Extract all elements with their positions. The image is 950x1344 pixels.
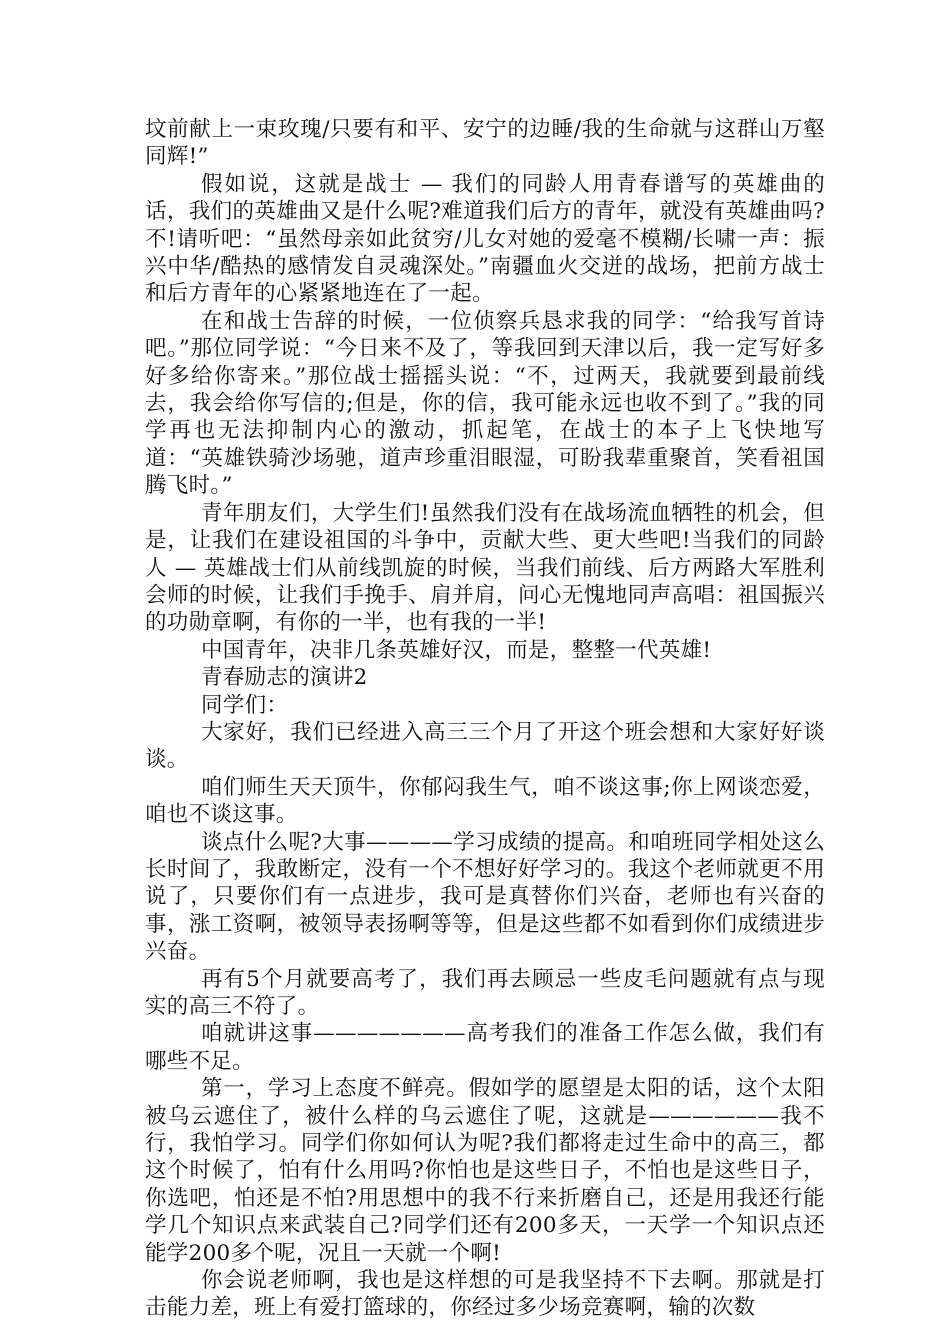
paragraph-12: 咱就讲这事———————高考我们的准备工作怎么做，我们有哪些不足。 <box>145 1021 825 1074</box>
paragraph-2: 假如说，这就是战士 — 我们的同龄人用青春谱写的英雄曲的话，我们的英雄曲又是什么呢?难道我们后方的青年，就没有英雄曲吗?不!请听吧：“虽然母亲如此贫穷/儿女对她的爱毫不模糊/长啸一声：振兴中华/酷热的感情发自灵魂深处。”南疆血火交迸的战场，把前方战士和后方青年的心紧紧地连在了一起。 <box>145 171 825 307</box>
paragraph-4: 青年朋友们，大学生们!虽然我们没有在战场流血牺牲的机会，但是，让我们在建设祖国的斗争中，贡献大些、更大些吧!当我们的同龄人 — 英雄战士们从前线凯旋的时候，当我们前线、后方两路大军胜利会师的时候，让我们手挽手、肩并肩，问心无愧地同声高唱：祖国振兴的功勋章啊，有你的一半，也有我的一半! <box>145 500 825 636</box>
paragraph-10: 谈点什么呢?大事————学习成绩的提高。和咱班同学相处这么长时间了，我敢断定，没有一个不想好好学习的。我这个老师就更不用说了，只要你们有一点进步，我可是真替你们兴奋，老师也有兴奋的事，涨工资啊，被领导表扬啊等等，但是这些都不如看到你们成绩进步兴奋。 <box>145 829 825 965</box>
paragraph-11: 再有5个月就要高考了，我们再去顾忌一些皮毛问题就有点与现实的高三不符了。 <box>145 966 825 1019</box>
paragraph-5: 中国青年，决非几条英雄好汉，而是，整整一代英雄! <box>201 637 712 663</box>
paragraph-8: 大家好，我们已经进入高三三个月了开这个班会想和大家好好谈谈。 <box>145 719 825 773</box>
section-title: 青春励志的演讲2 <box>201 665 368 691</box>
paragraph-14: 你会说老师啊，我也是这样想的可是我坚持不下去啊。那就是打击能力差，班上有爱打篮球的，你经过多少场竞赛啊，输的次数 <box>145 1268 825 1321</box>
paragraph-3: 在和战士告辞的时候，一位侦察兵恳求我的同学：“给我写首诗吧。”那位同学说：“今日来不及了，等我回到天津以后，我一定写好多好多给你寄来。”那位战士摇摇头说：“不，过两天，我就要到最前线去，我会给你写信的;但是，你的信，我可能永远也收不到了。”我的同学再也无法抑制内心的激动，抓起笔，在战士的本子上飞快地写道：“英雄铁骑沙场驰，道声珍重泪眼湿，可盼我辈重聚首，笑看祖国腾飞时。” <box>145 308 825 499</box>
paragraph-9: 咱们师生天天顶牛，你郁闷我生气，咱不谈这事;你上网谈恋爱，咱也不谈这事。 <box>145 774 825 828</box>
document-page <box>145 116 825 1322</box>
salutation: 同学们： <box>201 692 289 718</box>
paragraph-1: 坟前献上一束玫瑰/只要有和平、安宁的边睡/我的生命就与这群山万壑同辉!” <box>145 117 825 170</box>
paragraph-13: 第一，学习上态度不鲜亮。假如学的愿望是太阳的话，这个太阳被乌云遮住了，被什么样的乌云遮住了呢，这就是——————我不行，我怕学习。同学们你如何认为呢?我们都将走过生命中的高三，都这个时候了，怕有什么用吗?你怕也是这些日子，不怕也是这些日子，你选吧，怕还是不怕?用思想中的我不行来折磨自己，还是用我还行能学几个知识点来武装自己?同学们还有200多天，一天学一个知识点还能学200多个呢，况且一天就一个啊! <box>145 1076 825 1266</box>
